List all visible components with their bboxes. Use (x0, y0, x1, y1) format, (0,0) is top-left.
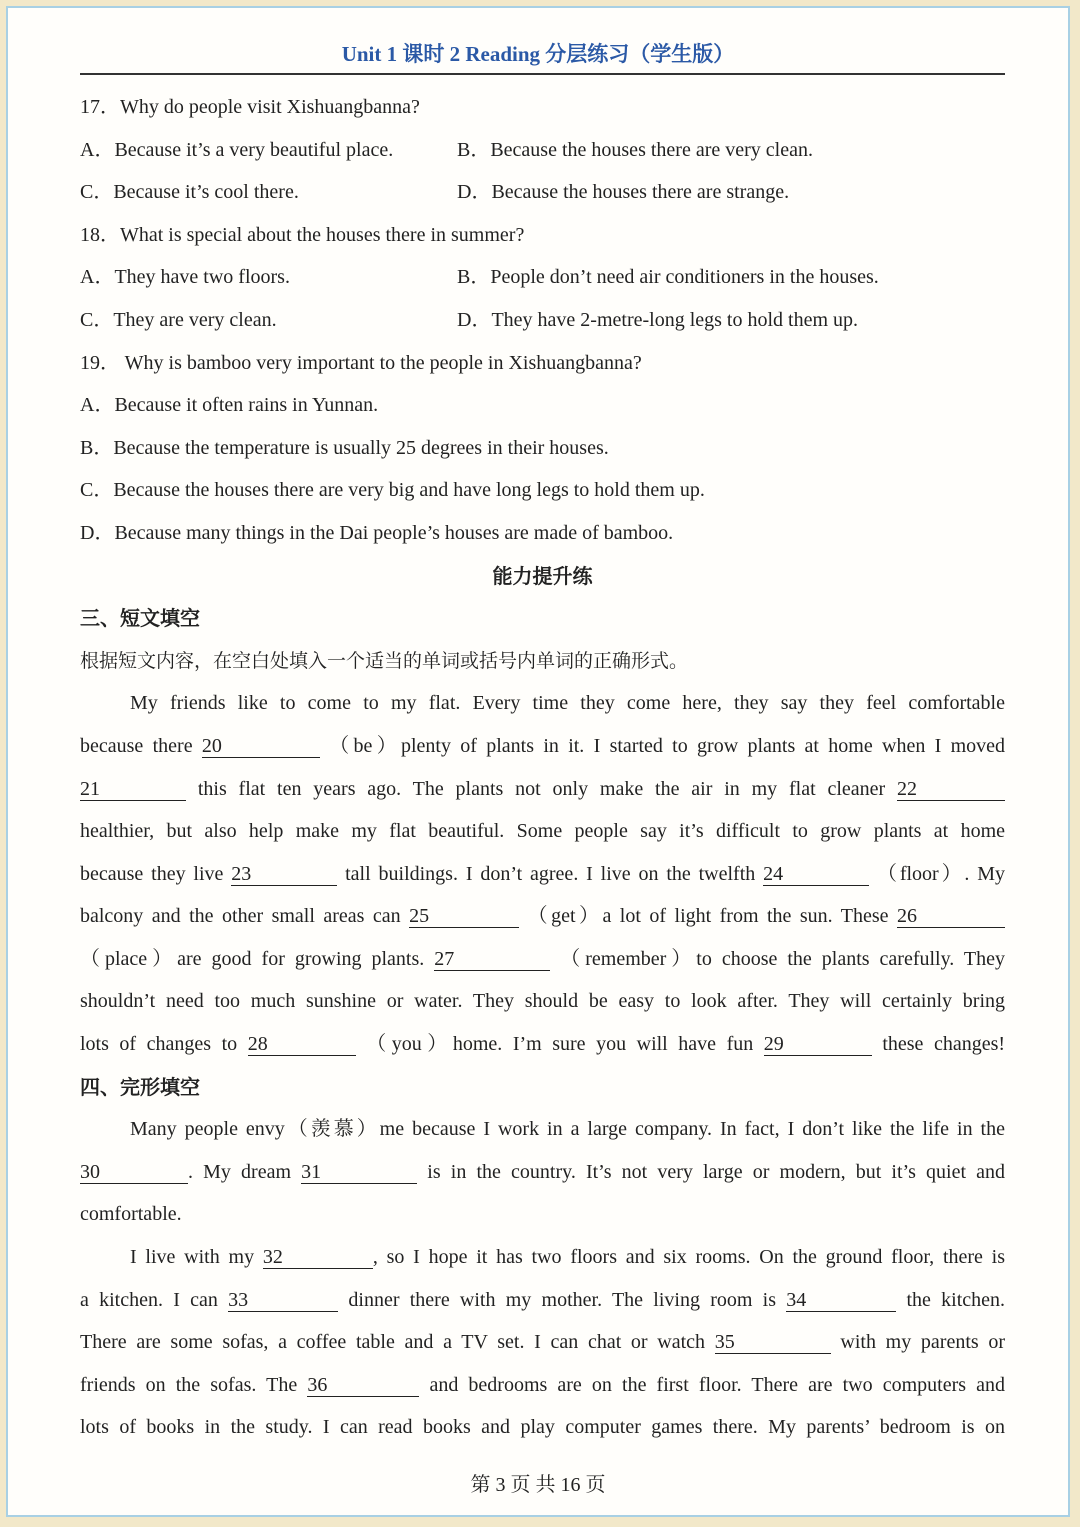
question-18-options-row-1 (80, 256, 1005, 299)
passage-line: My friends like to come to my flat. Every time they come here, they say they feel comfortable (130, 692, 1005, 715)
passage-text: balcony and the other small areas can (80, 905, 401, 928)
passage-line: comfortable. (80, 1203, 182, 1226)
question-19-stem: 19． Why is bamboo very important to the people in Xishuangbanna? (80, 351, 642, 374)
blank-22: 22 (897, 778, 1005, 801)
passage-line (80, 1023, 1005, 1066)
option-text: A．Because it’s a very beautiful place. (80, 138, 394, 161)
blank-34: 34 (786, 1289, 896, 1312)
passage-text: this flat ten years ago. The plants not only make the air in my flat cleaner (197, 777, 886, 800)
option-text: B．Because the houses there are very clean. (457, 138, 813, 161)
part3-instruction: 根据短文内容，在空白处填入一个适当的单词或括号内单词的正确形式。 (80, 649, 689, 672)
part3-heading: 三、短文填空 (80, 606, 200, 631)
blank-21: 21 (80, 778, 186, 801)
passage-line: lots of books in the study. I can read books and play computer games there. My parents’ bedroom is on (80, 1416, 1005, 1439)
passage-line (80, 725, 1005, 768)
page-header: Unit 1 课时 2 Reading 分层练习（学生版） (341, 42, 735, 66)
passage-text: these changes! (882, 1033, 1006, 1056)
passage-text: , so I hope it has two floors and six rooms. On the ground floor, there is (372, 1246, 1006, 1269)
passage-text: friends on the sofas. The (80, 1373, 298, 1396)
blank-31: 31 (301, 1161, 417, 1184)
blank-30: 30 (80, 1161, 188, 1184)
passage-line: healthier, but also help make my flat beautiful. Some people say it’s difficult to grow plants at home (80, 820, 1005, 843)
passage-line: shouldn’t need too much sunshine or water. They should be easy to look after. They will certainly bring (80, 990, 1005, 1013)
passage-text: There are some sofas, a coffee table and a TV set. I can chat or watch (80, 1331, 706, 1354)
question-18-options-row-2 (80, 299, 1005, 342)
blank-28: 28 (248, 1033, 356, 1056)
option-text: D．They have 2-metre-long legs to hold them up. (457, 308, 859, 331)
question-17-options-row-1 (80, 129, 1005, 172)
page-content (80, 86, 1005, 1449)
blank-24: 24 (763, 863, 869, 886)
blank-25: 25 (409, 905, 519, 928)
passage-line (80, 1321, 1005, 1364)
passage-text: （you）home. I’m sure you will have fun (366, 1033, 754, 1056)
passage-line (80, 1364, 1005, 1407)
question-17-options-row-2 (80, 171, 1005, 214)
question-19-option-d: D．Because many things in the Dai people’s houses are made of bamboo. (80, 521, 674, 544)
blank-29: 29 (764, 1033, 872, 1056)
passage-text: the kitchen. (906, 1288, 1006, 1311)
blank-27: 27 (434, 948, 550, 971)
question-19-option-b: B．Because the temperature is usually 25 degrees in their houses. (80, 436, 609, 459)
question-19-option-c: C．Because the houses there are very big and have long legs to hold them up. (80, 479, 705, 502)
passage-text: （remember）to choose the plants carefully. They (560, 947, 1006, 970)
passage-text: tall buildings. I don’t agree. I live on the twelfth (345, 862, 756, 885)
section-title: 能力提升练 (492, 563, 593, 588)
blank-32: 32 (263, 1246, 373, 1269)
blank-33: 33 (228, 1289, 338, 1312)
passage-text: dinner there with my mother. The living room is (348, 1288, 776, 1311)
page-frame (6, 6, 1070, 1517)
blank-23: 23 (231, 863, 337, 886)
blank-26: 26 (897, 905, 1005, 928)
part4-heading: 四、完形填空 (80, 1074, 200, 1099)
passage-text: a kitchen. I can (80, 1288, 218, 1311)
passage-line (80, 938, 1005, 981)
passage-text: with my parents or (840, 1331, 1006, 1354)
option-text: C．They are very clean. (80, 308, 277, 331)
passage-line (80, 1279, 1005, 1322)
header-rule (80, 73, 1005, 75)
passage-line: Many people envy（羡慕）me because I work in a large company. In fact, I don’t like the life in the (130, 1118, 1005, 1141)
passage-line (80, 1151, 1005, 1194)
option-text: D．Because the houses there are strange. (457, 181, 790, 204)
passage-text: is in the country. It’s not very large or modern, but it’s quiet and (427, 1160, 1006, 1183)
option-text: C．Because it’s cool there. (80, 181, 299, 204)
passage-line (80, 895, 1005, 938)
passage-text: because they live (80, 862, 224, 885)
question-17-stem: 17．Why do people visit Xishuangbanna? (80, 96, 420, 118)
question-18-stem: 18．What is special about the houses there in summer? (80, 223, 525, 246)
passage-line (80, 768, 1005, 811)
passage-text: （place）are good for growing plants. (80, 947, 425, 970)
passage-line (80, 853, 1005, 896)
passage-line (80, 1236, 1005, 1279)
option-text: B．People don’t need air conditioners in the houses. (457, 266, 879, 289)
passage-text: （floor）. My (877, 862, 1006, 885)
passage-text: I live with my (130, 1246, 255, 1269)
passage-text: （get）a lot of light from the sun. These (527, 905, 889, 928)
passage-text: . My dream (188, 1160, 292, 1183)
passage-text: （be）plenty of plants in it. I started to grow plants at home when I moved (329, 734, 1006, 757)
question-19-option-a: A．Because it often rains in Yunnan. (80, 394, 379, 417)
blank-35: 35 (715, 1331, 831, 1354)
option-text: A．They have two floors. (80, 266, 290, 289)
page-number: 第 3 页 共 16 页 (470, 1474, 606, 1496)
passage-text: and bedrooms are on the first floor. There are two computers and (429, 1373, 1006, 1396)
passage-text: because there (80, 734, 193, 757)
passage-text: lots of changes to (80, 1033, 238, 1056)
blank-36: 36 (307, 1374, 419, 1397)
blank-20: 20 (202, 735, 320, 758)
